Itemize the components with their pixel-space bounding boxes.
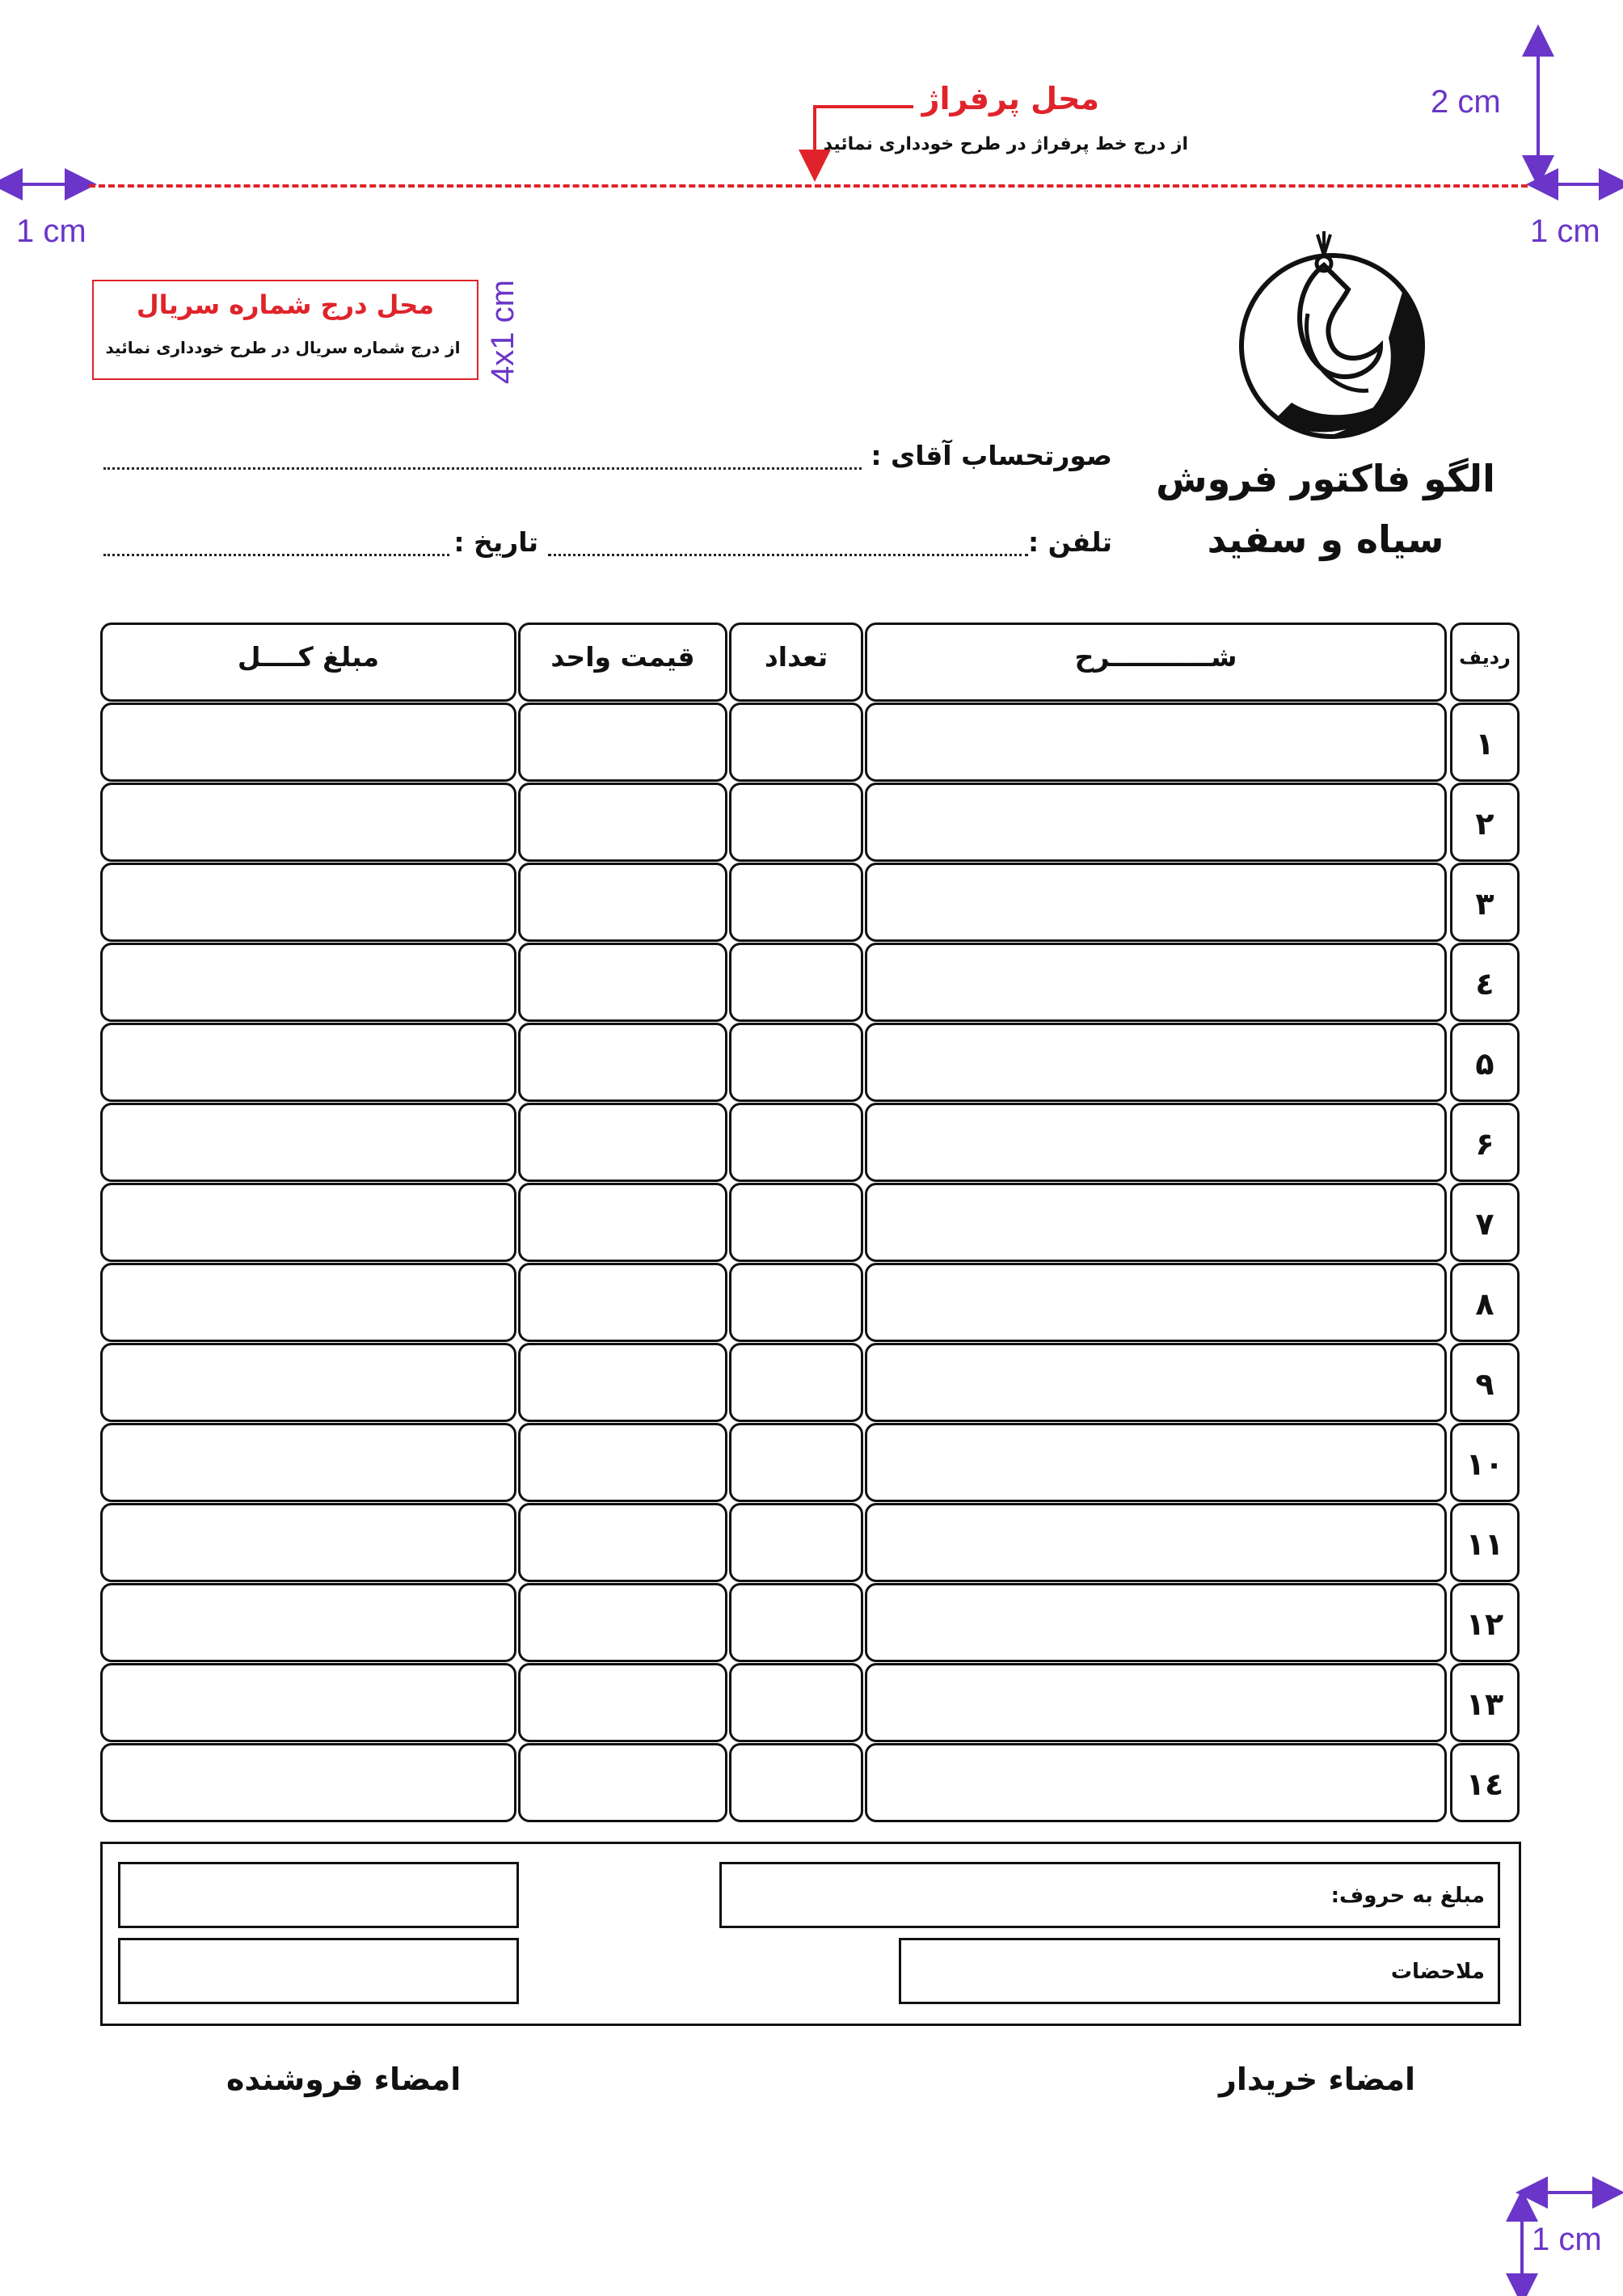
row-number-label: ۱۱ (1465, 1526, 1504, 1562)
notes-box[interactable] (899, 1938, 1500, 2004)
amount-in-words-label: مبلغ به حروف: (1330, 1884, 1485, 1908)
row-number-label: ۱۲ (1465, 1606, 1504, 1642)
customer-field[interactable] (103, 467, 862, 470)
row-number-label: ۳ (1475, 886, 1494, 922)
top-margin-label: 2 cm (1431, 84, 1501, 120)
row-number-label: ۸ (1475, 1286, 1494, 1322)
table-header-row-number-label: ردیف (1459, 646, 1511, 669)
perforation-line (89, 184, 1528, 188)
row-number-label: ۲ (1475, 806, 1494, 842)
peacock-logo-icon (1227, 217, 1435, 443)
company-name-line2: سیاه و سفید (1207, 517, 1444, 561)
footer-frame (100, 1842, 1521, 2026)
stamp-box[interactable] (118, 1938, 519, 2004)
left-margin-label: 1 cm (16, 213, 86, 249)
table-header-quantity-label: تعداد (764, 641, 828, 673)
table-header-description-label: شـــــــــــرح (1074, 641, 1237, 673)
company-name-line1: الگو فاکتور فروش (1156, 457, 1495, 500)
serial-number-title: محل درج شماره سریال (136, 289, 435, 320)
row-number-label: ۱ (1475, 726, 1494, 762)
serial-number-note: از درج شماره سریال در طرح خودداری نمائید (105, 338, 461, 357)
table-header-total-label: مبلغ کــــل (237, 641, 380, 673)
row-number-label: ۱٤ (1465, 1766, 1504, 1802)
right-margin-label: 1 cm (1530, 213, 1600, 249)
table-header-unit-price-label: قیمت واحد (550, 641, 695, 673)
date-field[interactable] (103, 554, 449, 556)
row-number-label: ۱۰ (1465, 1446, 1504, 1482)
row-number-label: ٤ (1475, 966, 1494, 1002)
notes-label: ملاحضات (1390, 1960, 1485, 1984)
amount-in-words-box[interactable] (719, 1862, 1500, 1928)
serial-size-label: 4x1 cm (485, 280, 521, 384)
customer-label: صورتحساب آقای : (871, 440, 1112, 471)
row-number-label: ۹ (1475, 1366, 1494, 1402)
buyer-signature-label: امضاء خریدار (1219, 2062, 1416, 2097)
row-number-label: ۶ (1475, 1126, 1494, 1162)
row-number-label: ۷ (1475, 1206, 1494, 1242)
perforation-note: از درج خط پرفراژ در طرح خودداری نمائید (823, 134, 1188, 154)
phone-field[interactable] (548, 554, 1028, 556)
total-amount-box[interactable] (118, 1862, 519, 1928)
perforation-title: محل پرفراژ (921, 81, 1099, 116)
bottom-margin-label: 1 cm (1532, 2222, 1602, 2257)
date-label: تاریخ : (453, 526, 538, 558)
row-number-label: ۵ (1475, 1046, 1494, 1082)
phone-label: تلفن : (1028, 526, 1112, 558)
row-number-label: ۱۳ (1465, 1686, 1504, 1722)
seller-signature-label: امضاء فروشنده (226, 2062, 462, 2097)
